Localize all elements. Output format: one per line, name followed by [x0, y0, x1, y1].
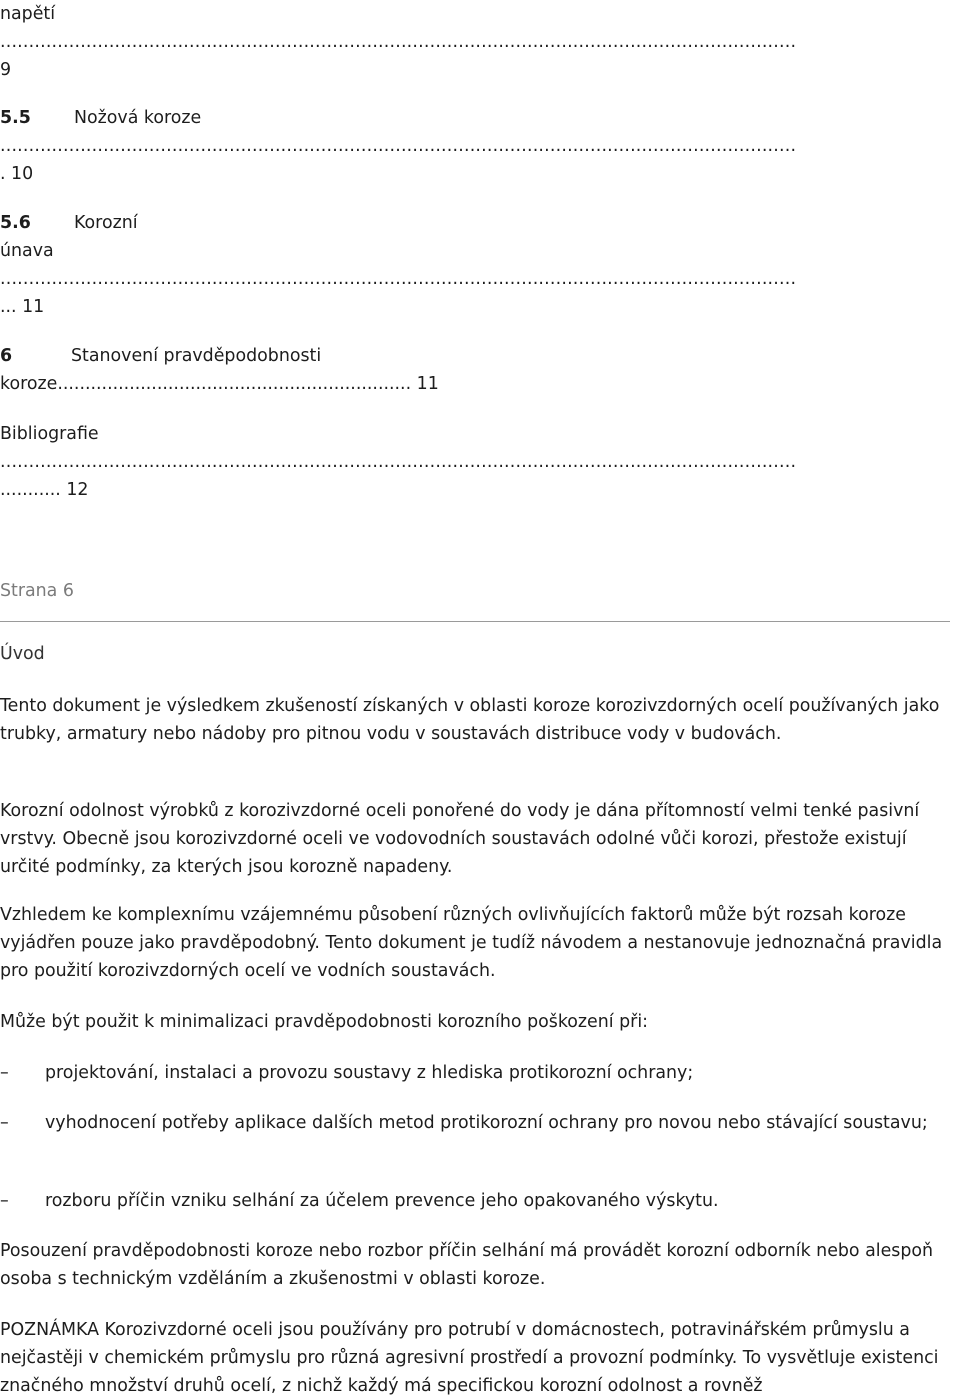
- list-item: [0, 1187, 956, 1215]
- toc-section-title-cont: koroze................................................................ 11: [0, 374, 439, 394]
- toc-section-number: 6: [0, 346, 13, 366]
- toc-entry-6[interactable]: [0, 342, 956, 370]
- list-dash: –: [0, 1191, 9, 1211]
- list-item-text: rozboru příčin vzniku selhání za účelem prevence jeho opakovaného výskytu.: [45, 1191, 719, 1211]
- toc-section-title: Korozní: [74, 213, 138, 233]
- paragraph-passive-layer: Korozní odolnost výrobků z korozivzdorné oceli ponořené do vody je dána přítomností velmi tenké pasivní vrstvy. Obecně jsou korozivzdorné oceli ve vodovodních soustavách odolné vůči korozi, přestože existují určité podmínky, za kterých jsou korozně napadeny.: [0, 801, 920, 877]
- toc-text: napětí: [0, 4, 56, 24]
- toc-section-number: 5.5: [0, 108, 31, 128]
- toc-page-number: 9: [0, 60, 12, 80]
- paragraph-usage: Může být použit k minimalizaci pravděpodobnosti korozního poškození při:: [0, 1012, 649, 1032]
- toc-section-title: Nožová koroze: [74, 108, 202, 128]
- toc-section-title: Bibliografie: [0, 424, 99, 444]
- toc-section-title: Stanovení pravděpodobnosti: [71, 346, 322, 366]
- toc-section-title-cont: únava: [0, 241, 54, 261]
- paragraph-intro: Tento dokument je výsledkem zkušeností získaných v oblasti koroze korozivzdorných ocelí používaných jako trubky, armatury nebo nádoby pro pitnou vodu v soustavách distribuce vody v budovách.: [0, 696, 940, 744]
- paragraph-note: POZNÁMKA Korozivzdorné oceli jsou používány pro potrubí v domácnostech, potravinářském průmyslu a nejčastěji v chemickém průmyslu pro různá agresivní prostředí a provozní podmínky. To vysvětluje existenci značného množství druhů ocelí, z nichž každý má specifickou korozní odolnost a rovněž: [0, 1320, 939, 1396]
- paragraph-probability: Vzhledem ke komplexnímu vzájemnému působení různých ovlivňujících faktorů může být rozsah koroze vyjádřen pouze jako pravděpodobný. Tento dokument je tudíž návodem a nestanovuje jednoznačná pravidla pro použití korozivzdorných ocelí ve vodních soustavách.: [0, 905, 943, 981]
- toc-page-number: ........... 12: [0, 480, 89, 500]
- toc-leader-dots: ...........................................................................................................................................: [0, 32, 797, 52]
- toc-entry-5-5[interactable]: [0, 104, 956, 132]
- list-dash: –: [0, 1063, 9, 1083]
- toc-page-number: ... 11: [0, 297, 45, 317]
- toc-entry-5-6[interactable]: [0, 209, 956, 237]
- list-item-text: projektování, instalaci a provozu soustavy z hlediska protikorozní ochrany;: [45, 1063, 694, 1083]
- toc-entry-continuation[interactable]: [0, 0, 956, 28]
- page-divider: [0, 621, 950, 622]
- toc-leader-dots: ...........................................................................................................................................: [0, 452, 797, 472]
- toc-leader-dots: ...........................................................................................................................................: [0, 269, 797, 289]
- section-heading: Úvod: [0, 644, 45, 664]
- paragraph-assessment: Posouzení pravděpodobnosti koroze nebo rozbor příčin selhání má provádět korozní odborník nebo alespoň osoba s technickým vzděláním a zkušenostmi v oblasti koroze.: [0, 1241, 934, 1289]
- toc-entry-bibliography[interactable]: [0, 420, 956, 448]
- toc-section-number: 5.6: [0, 213, 31, 233]
- page-label: Strana 6: [0, 581, 74, 601]
- toc-page-number: . 10: [0, 164, 34, 184]
- list-dash: –: [0, 1113, 9, 1133]
- toc-leader-dots: ...........................................................................................................................................: [0, 136, 797, 156]
- list-item: [0, 1109, 956, 1137]
- list-item-text: vyhodnocení potřeby aplikace dalších metod protikorozní ochrany pro novou nebo stávající soustavu;: [45, 1113, 928, 1133]
- list-item: [0, 1059, 956, 1087]
